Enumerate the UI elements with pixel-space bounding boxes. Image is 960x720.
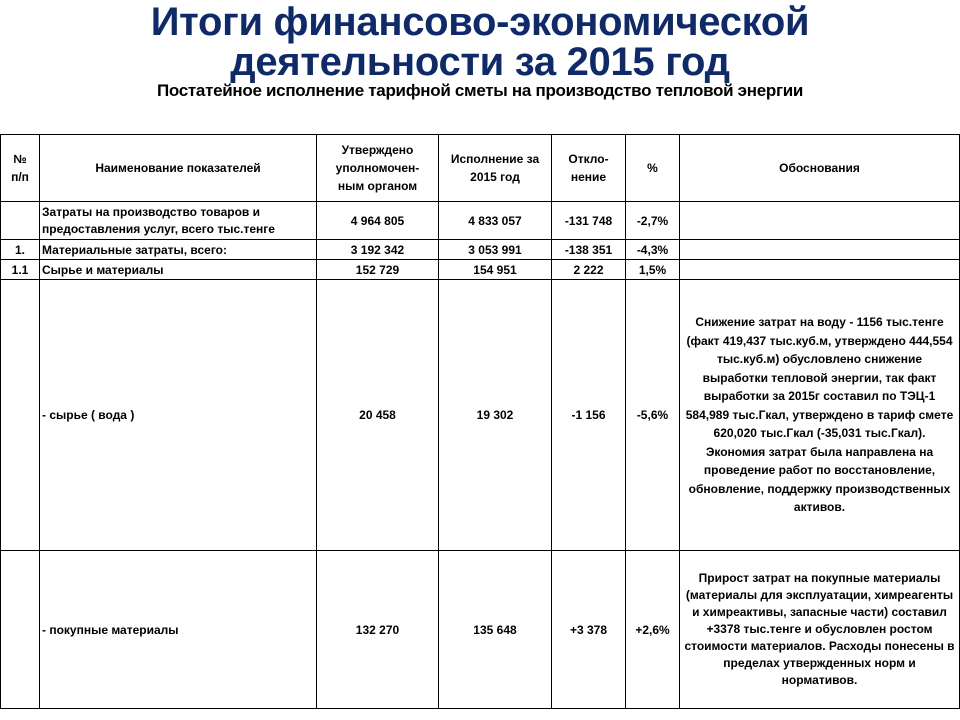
row-percent: -2,7% [626, 202, 680, 240]
tariff-estimate-table [0, 134, 960, 709]
row-approved: 3 192 342 [317, 240, 439, 260]
row-name: Затраты на производство товаров и предоставления услуг, всего тыс.тенге [40, 202, 317, 240]
row-num: 1.1 [1, 260, 40, 280]
row-executed: 154 951 [439, 260, 552, 280]
header-percent: % [626, 135, 680, 202]
row-percent: -5,6% [626, 280, 680, 551]
row-justification [680, 260, 960, 280]
row-approved: 132 270 [317, 551, 439, 709]
table-row [1, 260, 960, 280]
header-approved: Утверждено уполномочен-ным органом [317, 135, 439, 202]
row-executed: 4 833 057 [439, 202, 552, 240]
title-line-2: деятельности за 2015 год [230, 40, 730, 84]
row-name: - покупные материалы [40, 551, 317, 709]
title-line-1: Итоги финансово-экономической [150, 0, 810, 44]
row-deviation: -138 351 [552, 240, 626, 260]
table-row [1, 202, 960, 240]
header-deviation: Откло-нение [552, 135, 626, 202]
row-justification [680, 202, 960, 240]
row-deviation: 2 222 [552, 260, 626, 280]
row-justification: Снижение затрат на воду - 1156 тыс.тенге (факт 419,437 тыс.куб.м, утверждено 444,554 тыс.куб.м) обусловлено снижение выработки тепловой энергии, так факт выработки за 2015г составил по ТЭЦ-1 584,989 тыс.Гкал, утверждено в тариф смете 620,020 тыс.Гкал (-35,031 тыс.Гкал). Экономия затрат была направлена на проведение работ по восстановление, обновление, поддержку производственных активов. [680, 280, 960, 551]
row-name: Сырье и материалы [40, 260, 317, 280]
page-subtitle: Постатейное исполнение тарифной сметы на производство тепловой энергии [156, 81, 804, 100]
row-num [1, 202, 40, 240]
row-name: Материальные затраты, всего: [40, 240, 317, 260]
row-approved: 152 729 [317, 260, 439, 280]
row-num [1, 280, 40, 551]
page-title [0, 2, 960, 82]
row-executed: 3 053 991 [439, 240, 552, 260]
row-num [1, 551, 40, 709]
row-executed: 19 302 [439, 280, 552, 551]
row-justification: Прирост затрат на покупные материалы (материалы для эксплуатации, химреагенты и химреактивы, запасные части) составил +3378 тыс.тенге и обусловлен ростом стоимости материалов. Расходы понесены в пределах утвержденных норм и нормативов. [680, 551, 960, 709]
row-percent: -4,3% [626, 240, 680, 260]
table-row [1, 551, 960, 709]
row-justification [680, 240, 960, 260]
table-header-row [1, 135, 960, 202]
header-executed: Исполнение за 2015 год [439, 135, 552, 202]
row-executed: 135 648 [439, 551, 552, 709]
row-percent: +2,6% [626, 551, 680, 709]
header-name: Наименование показателей [40, 135, 317, 202]
row-deviation: -131 748 [552, 202, 626, 240]
row-name: - сырье ( вода ) [40, 280, 317, 551]
row-percent: 1,5% [626, 260, 680, 280]
header-num: № п/п [1, 135, 40, 202]
row-approved: 4 964 805 [317, 202, 439, 240]
table-row [1, 240, 960, 260]
table-row [1, 280, 960, 551]
row-approved: 20 458 [317, 280, 439, 551]
row-deviation: -1 156 [552, 280, 626, 551]
header-justification: Обоснования [680, 135, 960, 202]
row-deviation: +3 378 [552, 551, 626, 709]
row-num: 1. [1, 240, 40, 260]
